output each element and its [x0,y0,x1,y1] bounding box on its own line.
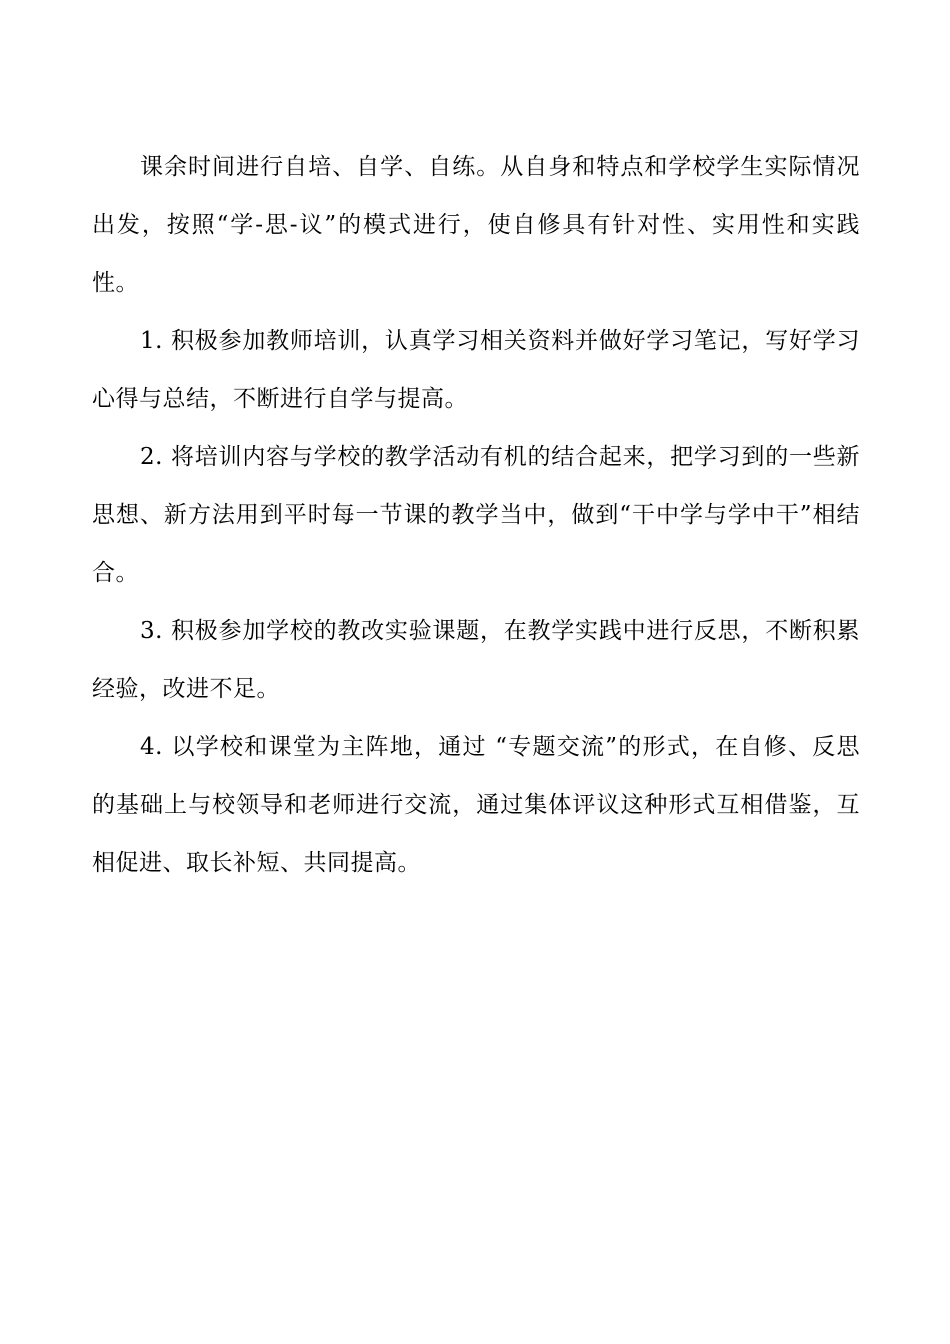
body-text [92,138,860,892]
paragraph-item-2: 2. 将培训内容与学校的教学活动有机的结合起来，把学习到的一些新思想、新方法用到平时每一节课的教学当中，做到“干中学与学中干”相结合。 [92,444,860,586]
paragraph-item-1: 1. 积极参加教师培训，认真学习相关资料并做好学习笔记，写好学习心得与总结，不断进行自学与提高。 [92,328,860,412]
paragraph-item-4: 4. 以学校和课堂为主阵地，通过 “专题交流”的形式，在自修、反思的基础上与校领导和老师进行交流，通过集体评议这种形式互相借鉴，互相促进、取长补短、共同提高。 [92,734,860,876]
paragraph-intro: 课余时间进行自培、自学、自练。从自身和特点和学校学生实际情况出发，按照“学-思-议”的模式进行，使自修具有针对性、实用性和实践性。 [92,154,860,296]
paragraph-item-3: 3. 积极参加学校的教改实验课题，在教学实践中进行反思，不断积累经验，改进不足。 [92,618,860,702]
